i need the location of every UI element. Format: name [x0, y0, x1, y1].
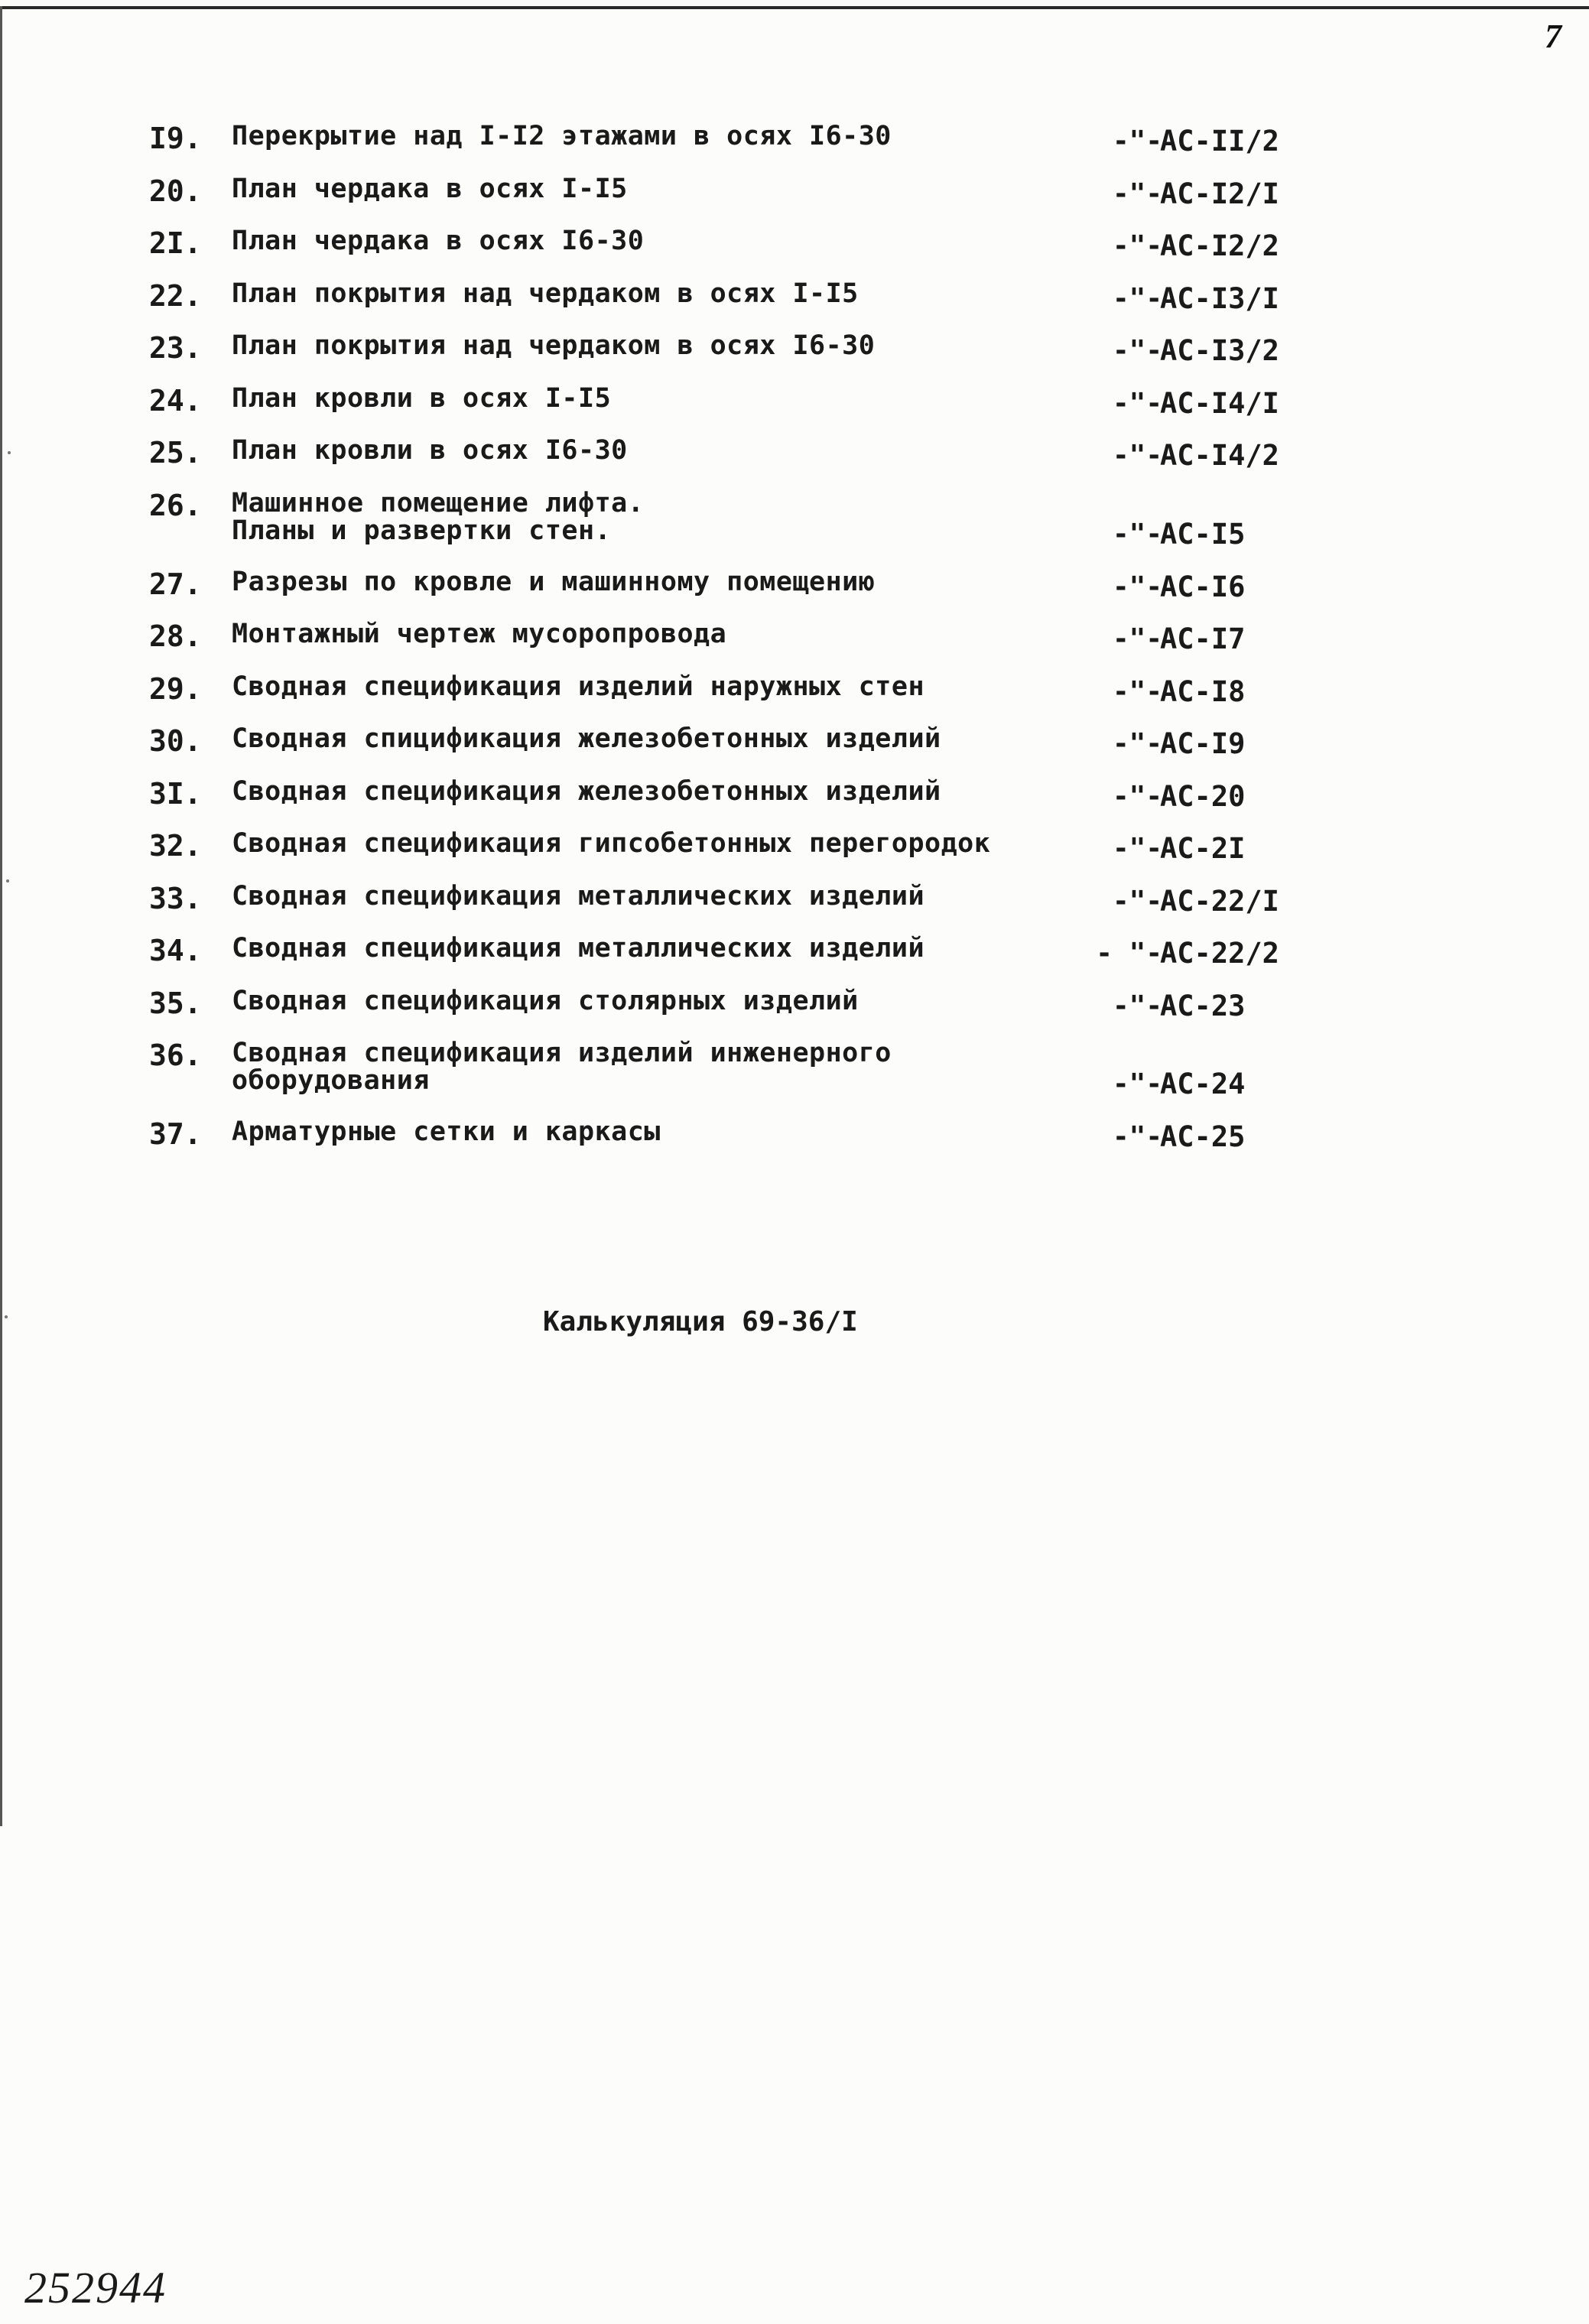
sheet-list-row	[149, 987, 1342, 1040]
sheet-list-row	[149, 437, 1342, 489]
row-number: 26.	[149, 488, 202, 522]
row-title: Разрезы по кровле и машинному помещению	[232, 566, 876, 597]
row-title: Сводная спецификация изделий инженерного оборудования	[232, 1038, 892, 1096]
row-number: 2I.	[149, 226, 202, 260]
sheet-list-row	[149, 489, 1342, 568]
row-title: План кровли в осях I-I5	[232, 382, 612, 414]
sheet-list-row	[149, 673, 1342, 726]
sheet-code: АС-I7	[1160, 622, 1246, 655]
sheet-code: АС-I3/2	[1160, 334, 1279, 367]
ditto-mark: -"-	[1112, 675, 1162, 707]
sheet-code: АС-20	[1160, 779, 1246, 813]
row-title: Сводная спецификация металлических изделий	[232, 880, 925, 912]
sheet-list-row	[149, 280, 1342, 333]
row-title: План покрытия над чердаком в осях I6-30	[232, 330, 876, 361]
ditto-mark: -"-	[1112, 623, 1162, 655]
sheet-code: АС-25	[1160, 1120, 1246, 1153]
ditto-mark: -"-	[1112, 1068, 1162, 1100]
sheet-code: АС-I2/I	[1160, 177, 1279, 210]
sheet-list-row	[149, 1039, 1342, 1118]
row-number: 3I.	[149, 776, 202, 811]
sheet-code: АС-2I	[1160, 832, 1246, 865]
ditto-mark: -"-	[1112, 440, 1162, 471]
sheet-list-row	[149, 934, 1342, 987]
sheet-code: АС-22/I	[1160, 884, 1279, 918]
row-title: Сводная спецификация изделий наружных стен	[232, 671, 925, 702]
ditto-mark: -"-	[1112, 125, 1162, 157]
row-number: 20.	[149, 174, 202, 208]
sheet-code: АС-I6	[1160, 570, 1246, 603]
sheet-code: АС-22/2	[1160, 937, 1279, 970]
scan-speck	[8, 451, 11, 454]
sheet-code: АС-I2/2	[1160, 229, 1279, 262]
row-number: 22.	[149, 278, 202, 313]
sheet-list-row	[149, 775, 1342, 830]
sheet-list	[149, 122, 1342, 1171]
row-number: 25.	[149, 436, 202, 470]
sheet-list-row	[149, 175, 1342, 228]
scan-speck	[6, 879, 9, 882]
row-number: 33.	[149, 881, 202, 915]
row-title: Сводная спецификация железобетонных изделий	[232, 775, 941, 807]
row-number: 23.	[149, 331, 202, 365]
row-title: Сводная спицификация железобетонных изделий	[232, 723, 941, 754]
row-title: План кровли в осях I6-30	[232, 435, 628, 466]
row-title: План покрытия над чердаком в осях I-I5	[232, 278, 859, 309]
ditto-mark: -"-	[1112, 335, 1162, 366]
ditto-mark: -"-	[1112, 282, 1162, 314]
row-number: 35.	[149, 986, 202, 1020]
sheet-list-row	[149, 882, 1342, 935]
row-number: 34.	[149, 934, 202, 967]
ditto-mark: -"-	[1112, 885, 1162, 917]
ditto-mark: -"-	[1112, 833, 1162, 864]
sheet-list-row	[149, 830, 1342, 882]
sheet-list-row	[149, 122, 1342, 175]
row-number: 32.	[149, 829, 202, 863]
ditto-mark: - "-	[1096, 938, 1162, 969]
sheet-code: АС-I5	[1160, 517, 1246, 551]
sheet-code: АС-23	[1160, 989, 1246, 1022]
ditto-mark: -"-	[1112, 387, 1162, 419]
ditto-mark: -"-	[1112, 518, 1162, 550]
row-number: 37.	[149, 1117, 202, 1151]
calculation-reference: Калькуляция 69-36/I	[543, 1306, 858, 1338]
page-frame-left-border	[0, 6, 2, 1826]
row-title: Монтажный чертеж мусоропровода	[232, 619, 727, 649]
sheet-code: АС-I3/I	[1160, 281, 1279, 315]
sheet-list-row	[149, 725, 1342, 778]
row-title: Машинное помещение лифта. Планы и развертки стен.	[232, 487, 645, 546]
ditto-mark: -"-	[1112, 990, 1162, 1022]
row-title: Сводная спецификация металлических изделий	[232, 933, 925, 964]
row-number: 28.	[149, 619, 202, 653]
sheet-list-row	[149, 332, 1342, 385]
row-number: 24.	[149, 383, 202, 418]
row-title: Арматурные сетки и каркасы	[232, 1116, 661, 1147]
page-frame-top-border	[0, 6, 1589, 9]
sheet-code: АС-I8	[1160, 674, 1246, 708]
handwritten-archive-number: 252944	[24, 2263, 167, 2313]
ditto-mark: -"-	[1112, 177, 1162, 210]
sheet-code: АС-I9	[1160, 727, 1246, 760]
page-number: 7	[1545, 18, 1561, 55]
ditto-mark: -"-	[1112, 570, 1162, 603]
row-number: 36.	[149, 1038, 202, 1072]
row-number: 27.	[149, 567, 202, 601]
scan-speck	[5, 1315, 8, 1318]
sheet-code: АС-I4/I	[1160, 386, 1279, 420]
ditto-mark: -"-	[1112, 230, 1162, 262]
ditto-mark: -"-	[1112, 728, 1162, 759]
sheet-list-row	[149, 620, 1342, 673]
row-number: 29.	[149, 671, 202, 706]
row-number: I9.	[149, 122, 202, 155]
sheet-list-row	[149, 1118, 1342, 1171]
sheet-list-row	[149, 382, 1342, 437]
row-title: Сводная спецификация гипсобетонных перегородок	[232, 828, 991, 859]
row-title: План чердака в осях I6-30	[232, 226, 645, 256]
row-title: Сводная спецификация столярных изделий	[232, 985, 859, 1016]
ditto-mark: -"-	[1112, 780, 1162, 812]
sheet-code: АС-I4/2	[1160, 439, 1279, 472]
row-title: План чердака в осях I-I5	[232, 173, 628, 204]
sheet-code: АС-II/2	[1160, 125, 1279, 158]
row-title: Перекрытие над I-I2 этажами в осях I6-30	[232, 121, 892, 151]
row-number: 30.	[149, 724, 202, 758]
sheet-list-row	[149, 568, 1342, 621]
ditto-mark: -"-	[1112, 1121, 1162, 1152]
sheet-list-row	[149, 227, 1342, 280]
sheet-code: АС-24	[1160, 1068, 1246, 1100]
